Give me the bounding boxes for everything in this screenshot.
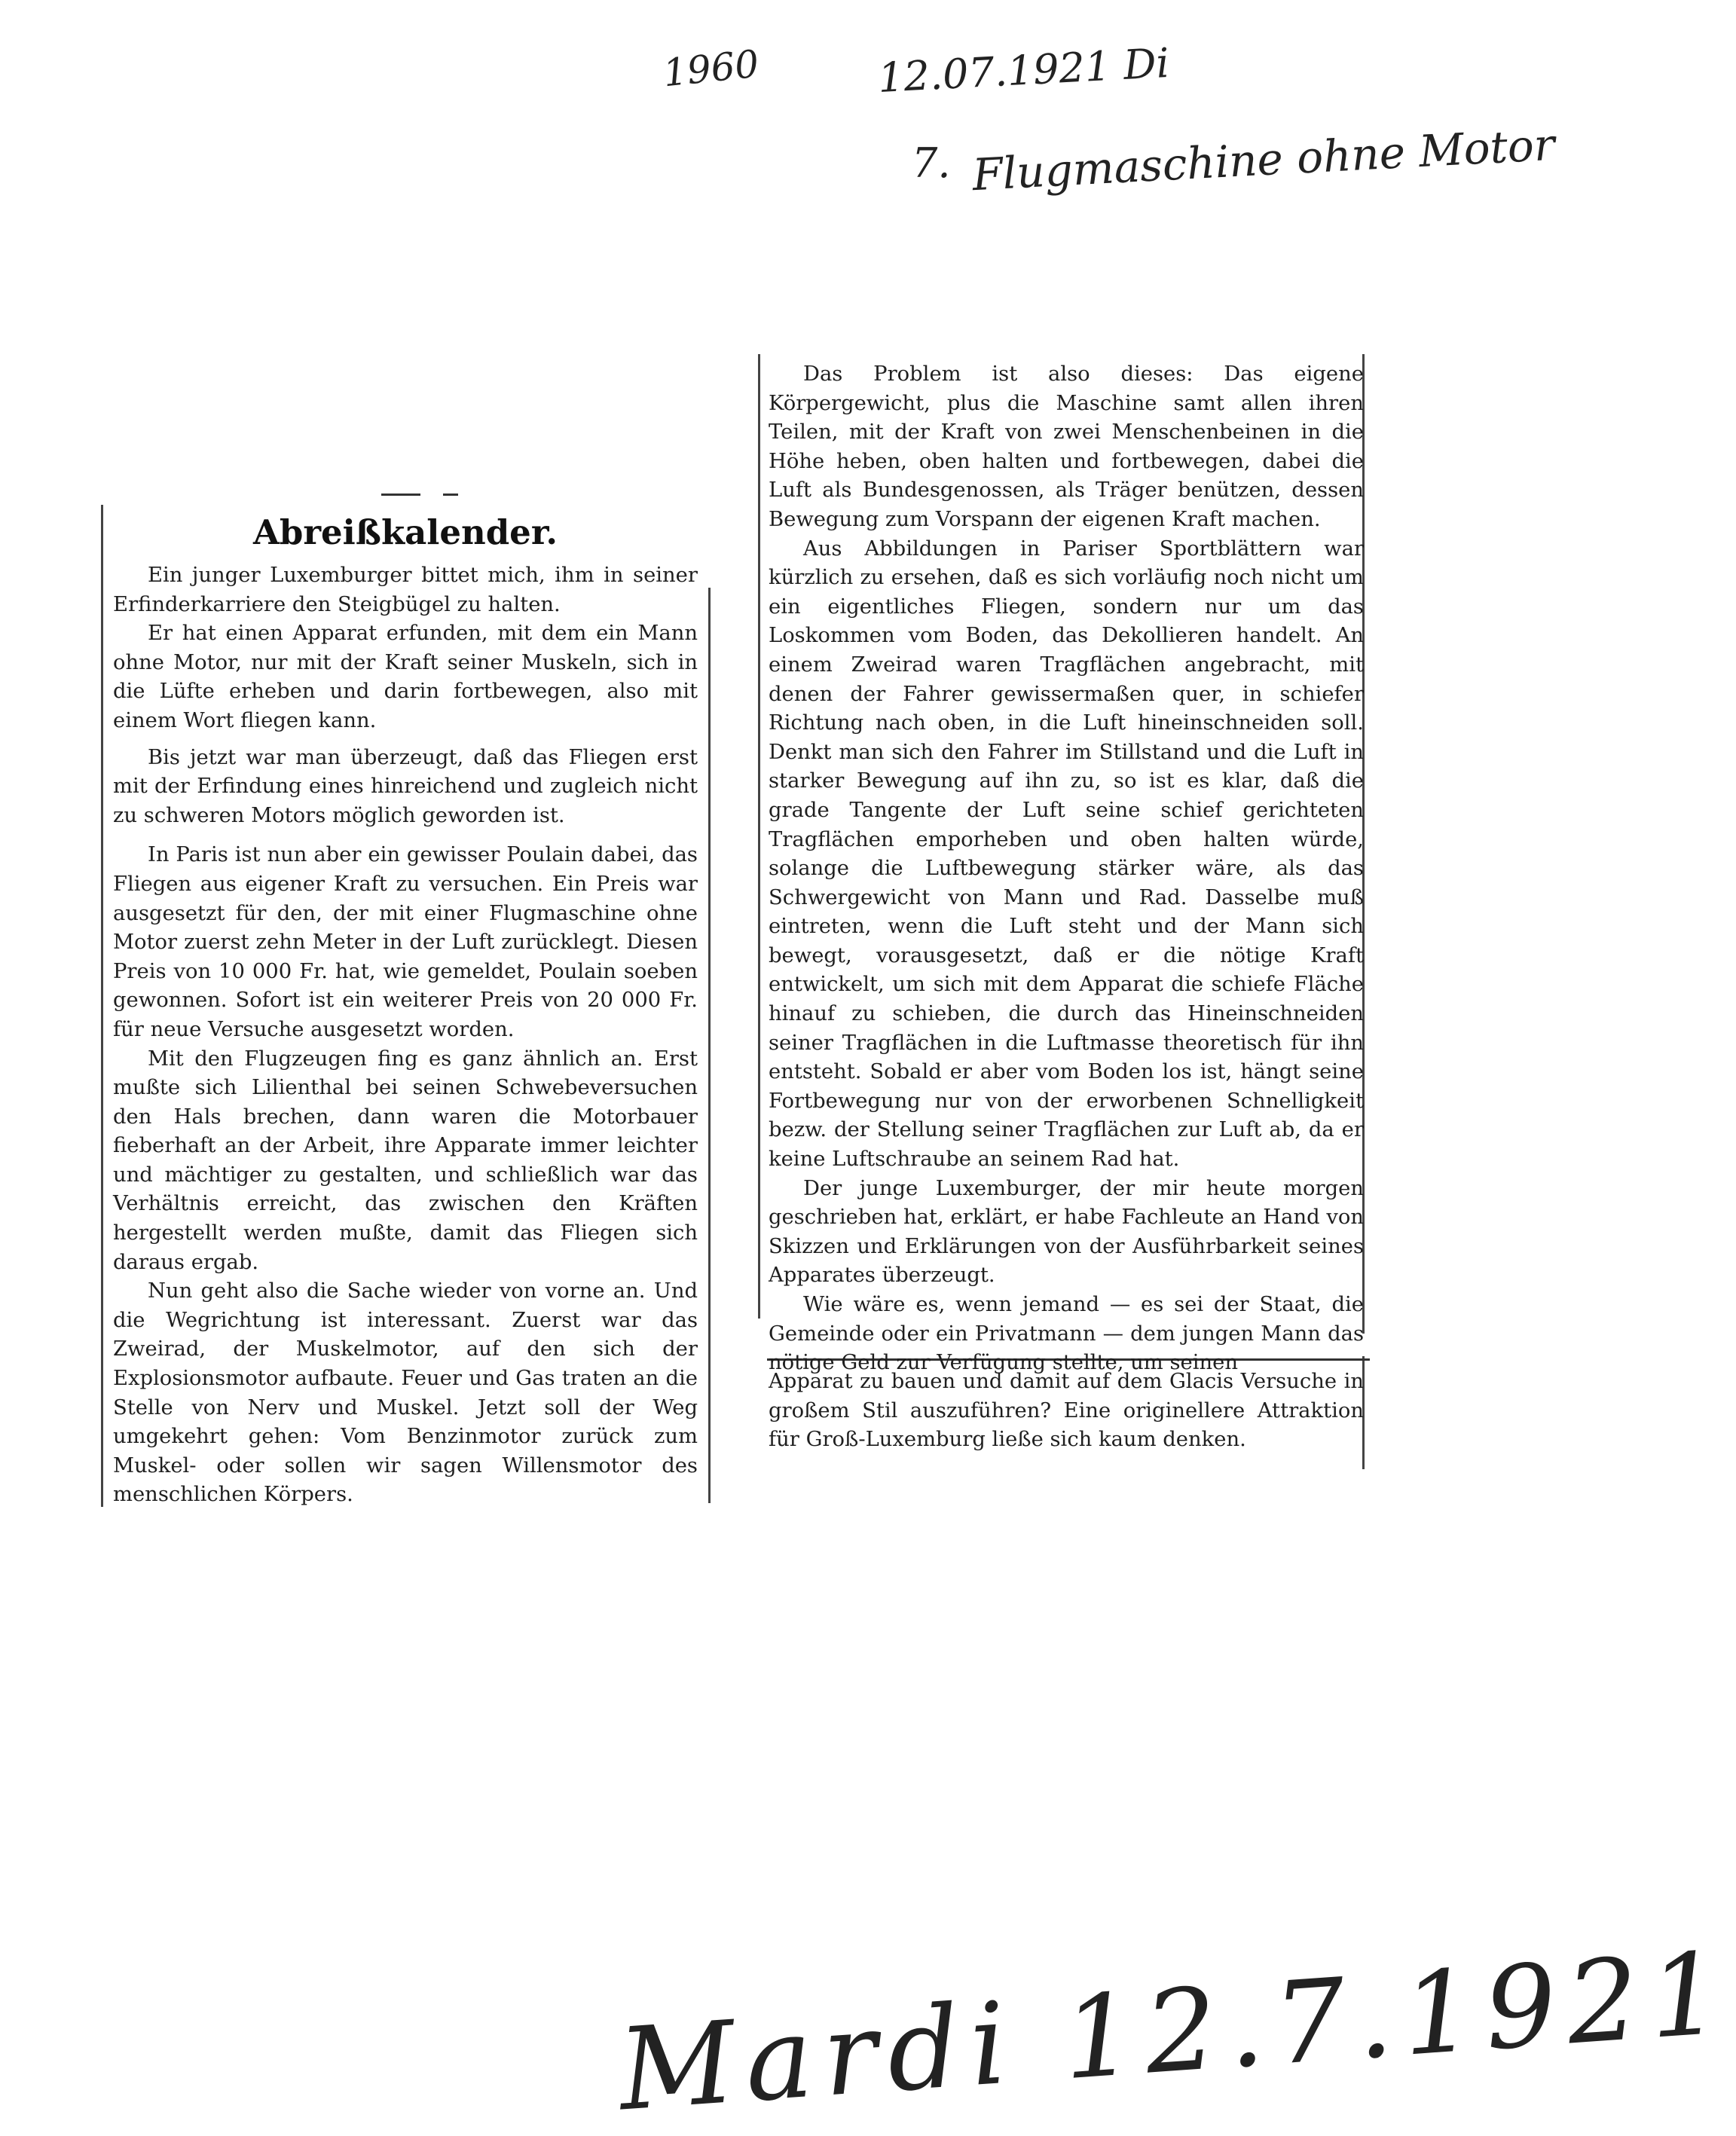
article-headline: Abreißkalender. <box>252 512 558 552</box>
paragraph: Mit den Flugzeugen fing es ganz ähnlich an. Erst mußte sich Lilienthal bei seinen Schwebeversuchen den Hals brechen, dann waren die Motorbauer fieberhaft an der Arbeit, ihre Apparate immer leichter und mächtiger zu gestalten, und schließlich war das Verhältnis erreicht, das zwischen den Kräften hergestellt werden mußte, damit das Fliegen sich daraus ergab. <box>113 1047 698 1274</box>
paragraph: Das Problem ist also dieses: Das eigene Körpergewicht, plus die Maschine samt allen ihren Teilen, mit der Kraft von zwei Menschenbeinen in die Höhe heben, oben halten und fortbewegen, dabei die Luft als Bundesgenossen, als Träger benützen, dessen Bewegung zum Vorspann der eigenen Kraft machen. <box>769 362 1364 531</box>
article-column-left <box>113 561 698 1510</box>
paragraph: In Paris ist nun aber ein gewisser Poulain dabei, das Fliegen aus eigener Kraft zu versuchen. Ein Preis war ausgesetzt für den, der mit einer Flugmaschine ohne Motor zuerst zehn Meter in der Luft zurücklegt. Diesen Preis von 10 000 Fr. hat, wie gemeldet, Poulain soeben gewonnen. Sofort ist ein weiterer Preis von 20 000 Fr. für neue Versuche ausgesetzt worden. <box>113 843 698 1041</box>
paragraph: Wie wäre es, wenn jemand — es sei der Staat, die Gemeinde oder ein Privatmann — dem jungen Mann das nötige Geld zur Verfügung stellte, um seinen <box>769 1293 1364 1375</box>
article-continuation <box>769 1367 1364 1455</box>
article-column-right <box>769 360 1364 1378</box>
handwritten-year: 1960 <box>661 41 761 96</box>
paragraph: Bis jetzt war man überzeugt, daß das Fliegen erst mit der Erfindung eines hinreichend und zugleich nicht zu schweren Motors möglich geworden ist. <box>113 745 698 827</box>
column-divider <box>101 505 103 1507</box>
handwritten-date: 12.07.1921 Di <box>876 38 1171 102</box>
column-divider <box>758 354 760 1319</box>
paragraph: Aus Abbildungen in Pariser Sportblättern war kürzlich zu ersehen, daß es sich vorläufig noch nicht um ein eigentliches Fliegen, sondern nur um das Loskommen vom Boden, das Dekollieren handelt. An einem Zweirad waren Tragflächen angebracht, mit denen der Fahrer gewissermaßen quer, in schiefer Richtung nach oben, in die Luft hineinschneiden soll. Denkt man sich den Fahrer im Stillstand und die Luft in starker Bewegung auf ihn zu, so ist es klar, daß die grade Tangente der Luft seine schief gerichteten Tragflächen emporheben und oben halten würde, solange die Luftbewegung stärker wäre, als das Schwergewicht von Mann und Rad. Dasselbe muß eintreten, wenn die Luft steht und der Mann sich bewegt, vorausgesetzt, daß er die nötige Kraft entwickelt, um sich mit dem Apparat die schiefe Fläche hinauf zu schieben, die durch das Hineinschneiden seiner Tragflächen in die Luftmasse theoretisch für ihn entsteht. Sobald er aber vom Boden los ist, hängt seine Fortbewegung nur von der erworbenen Schnelligkeit bezw. der Stellung seiner Tragflächen zur Luft ab, da er keine Luftschraube an seinem Rad hat. <box>769 536 1364 1172</box>
column-divider <box>708 588 711 1503</box>
paragraph: Nun geht also die Sache wieder von vorne an. Und die Wegrichtung ist interessant. Zuerst war das Zweirad, der Muskelmotor, auf den sich der Explosionsmotor aufbaute. Feuer und Gas traten an die Stelle von Nerv und Muskel. Jetzt soll der Weg umgekehrt gehen: Vom Benzinmotor zurück zum Muskel- oder sollen wir sagen Willensmotor des menschlichen Körpers. <box>113 1279 698 1507</box>
paragraph: Apparat zu bauen und damit auf dem Glacis Versuche in großem Stil auszuführen? Eine originellere Attraktion für Groß-Luxemburg ließe sich kaum denken. <box>769 1370 1364 1452</box>
handwritten-bottom-date: Mardi 12.7.1921 <box>614 1927 1736 2136</box>
headline-rule <box>443 494 458 496</box>
paragraph: Der junge Luxemburger, der mir heute morgen geschrieben hat, erklärt, er habe Fachleute an Hand von Skizzen und Erklärungen von der Ausführbarkeit seines Apparates überzeugt. <box>769 1176 1364 1288</box>
paragraph: Ein junger Luxemburger bittet mich, ihm in seiner Erfinderkarriere den Steigbügel zu halten. <box>113 564 698 616</box>
headline-rule <box>381 494 420 496</box>
handwritten-topic: Flugmaschine ohne Motor <box>970 118 1557 201</box>
paragraph: Er hat einen Apparat erfunden, mit dem ein Mann ohne Motor, nur mit der Kraft seiner Muskeln, sich in die Lüfte erheben und darin fortbewegen, also mit einem Wort fliegen kann. <box>113 622 698 732</box>
handwritten-number: 7. <box>912 139 951 187</box>
